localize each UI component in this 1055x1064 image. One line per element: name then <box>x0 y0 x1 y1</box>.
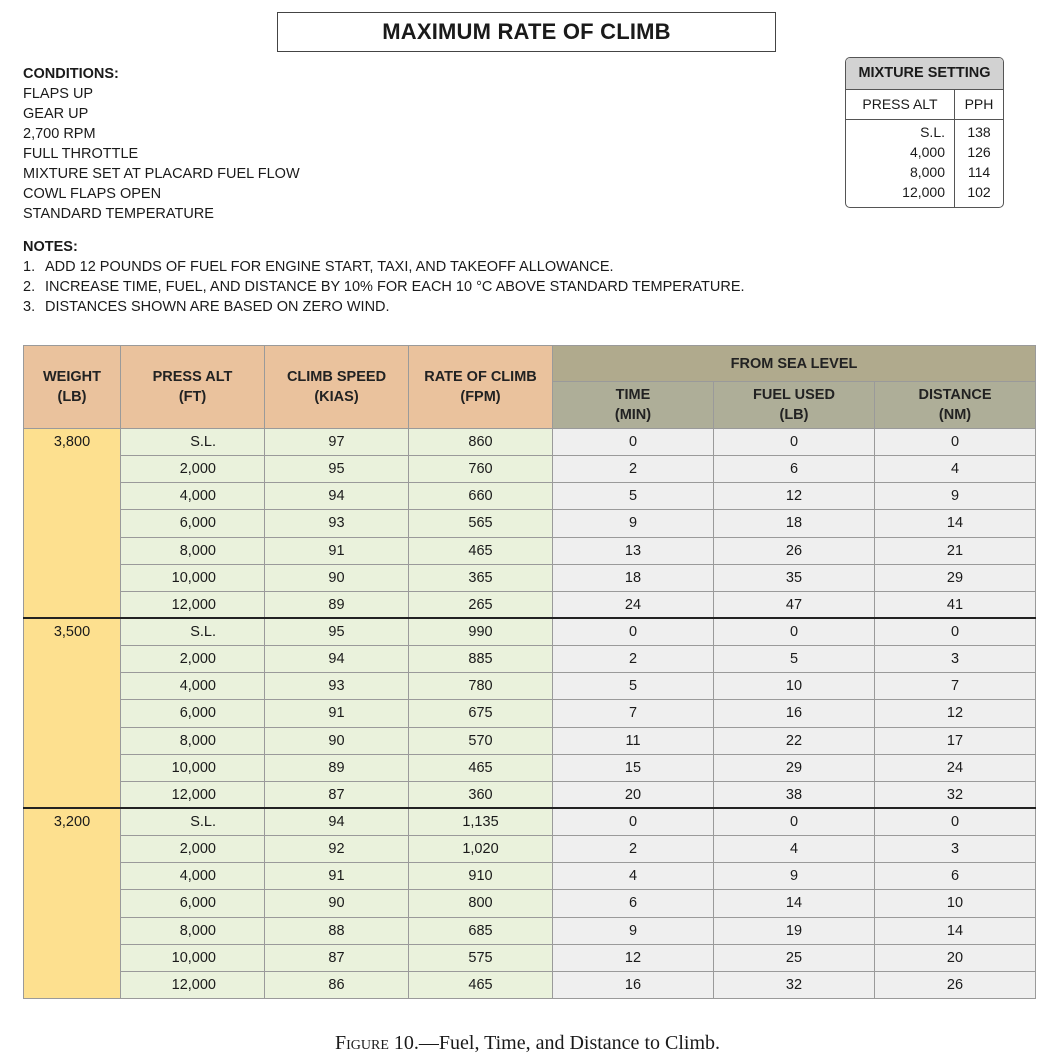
climb-speed-cell: 91 <box>265 863 409 890</box>
mixture-setting-table <box>845 57 1004 208</box>
time-cell: 5 <box>553 483 714 510</box>
press-alt-cell: S.L. <box>121 808 265 835</box>
climb-speed-cell: 89 <box>265 754 409 781</box>
fuel-used-cell: 19 <box>714 917 875 944</box>
table-row <box>24 483 1036 510</box>
fuel-used-cell: 16 <box>714 700 875 727</box>
press-alt-cell: 10,000 <box>121 754 265 781</box>
fuel-used-cell: 35 <box>714 564 875 591</box>
fuel-used-cell: 12 <box>714 483 875 510</box>
chart-title: MAXIMUM RATE OF CLIMB <box>277 12 776 52</box>
press-alt-cell: 6,000 <box>121 510 265 537</box>
climb-speed-cell: 94 <box>265 808 409 835</box>
condition-item: FULL THROTTLE <box>23 146 139 162</box>
header-weight-unit: (LB) <box>57 389 87 405</box>
distance-cell: 3 <box>875 646 1036 673</box>
time-cell: 20 <box>553 781 714 808</box>
condition-item: 2,700 RPM <box>23 126 96 142</box>
table-row <box>24 700 1036 727</box>
mixture-col-press-alt: PRESS ALT <box>846 90 955 119</box>
rate-of-climb-cell: 465 <box>409 971 553 998</box>
climb-speed-cell: 87 <box>265 781 409 808</box>
press-alt-cell: S.L. <box>121 429 265 456</box>
rate-of-climb-cell: 760 <box>409 456 553 483</box>
fuel-used-cell: 4 <box>714 836 875 863</box>
climb-speed-cell: 94 <box>265 646 409 673</box>
mixture-rows <box>846 120 1003 208</box>
time-cell: 12 <box>553 944 714 971</box>
press-alt-cell: 12,000 <box>121 781 265 808</box>
rate-of-climb-cell: 990 <box>409 618 553 645</box>
header-distance-unit: (NM) <box>938 407 972 423</box>
table-row <box>24 591 1036 618</box>
distance-cell: 7 <box>875 673 1036 700</box>
note-text: INCREASE TIME, FUEL, AND DISTANCE BY 10% FOR EACH 10 °C ABOVE STANDARD TEMPERATURE. <box>45 279 745 295</box>
climb-speed-cell: 97 <box>265 429 409 456</box>
weight-cell: 3,800 <box>24 429 121 619</box>
fuel-used-cell: 10 <box>714 673 875 700</box>
fuel-used-cell: 38 <box>714 781 875 808</box>
rate-of-climb-cell: 685 <box>409 917 553 944</box>
climb-speed-cell: 89 <box>265 591 409 618</box>
press-alt-cell: 12,000 <box>121 971 265 998</box>
header-rate-of-climb <box>409 346 553 429</box>
table-row <box>24 456 1036 483</box>
fuel-used-cell: 26 <box>714 537 875 564</box>
climb-speed-cell: 88 <box>265 917 409 944</box>
mixture-pph-cell: 114 <box>967 164 991 180</box>
rate-of-climb-cell: 675 <box>409 700 553 727</box>
table-row <box>24 917 1036 944</box>
weight-cell: 3,500 <box>24 618 121 808</box>
climb-table-body <box>24 429 1036 999</box>
time-cell: 2 <box>553 646 714 673</box>
distance-cell: 21 <box>875 537 1036 564</box>
header-distance <box>875 382 1036 429</box>
fuel-used-cell: 0 <box>714 808 875 835</box>
climb-speed-cell: 94 <box>265 483 409 510</box>
press-alt-cell: 2,000 <box>121 836 265 863</box>
conditions-header: CONDITIONS: <box>23 66 119 82</box>
table-row <box>24 429 1036 456</box>
climb-speed-cell: 90 <box>265 564 409 591</box>
header-climb-speed <box>265 346 409 429</box>
mixture-alt-column <box>846 120 955 208</box>
rate-of-climb-cell: 800 <box>409 890 553 917</box>
header-fuel-unit: (LB) <box>779 407 809 423</box>
climb-speed-cell: 95 <box>265 456 409 483</box>
fuel-used-cell: 22 <box>714 727 875 754</box>
rate-of-climb-cell: 265 <box>409 591 553 618</box>
header-rate-label: RATE OF CLIMB <box>424 369 537 385</box>
distance-cell: 0 <box>875 808 1036 835</box>
press-alt-cell: 4,000 <box>121 863 265 890</box>
time-cell: 16 <box>553 971 714 998</box>
rate-of-climb-cell: 365 <box>409 564 553 591</box>
mixture-title: MIXTURE SETTING <box>846 58 1003 90</box>
table-row <box>24 781 1036 808</box>
time-cell: 11 <box>553 727 714 754</box>
header-distance-label: DISTANCE <box>918 387 992 403</box>
header-climb-speed-unit: (KIAS) <box>314 389 359 405</box>
press-alt-cell: 6,000 <box>121 700 265 727</box>
header-press-alt <box>121 346 265 429</box>
climb-speed-cell: 87 <box>265 944 409 971</box>
climb-speed-cell: 91 <box>265 537 409 564</box>
fuel-used-cell: 18 <box>714 510 875 537</box>
figure-text: —Fuel, Time, and Distance to Climb. <box>418 1032 721 1054</box>
header-time-label: TIME <box>615 387 651 403</box>
header-climb-speed-label: CLIMB SPEED <box>286 369 387 385</box>
press-alt-cell: 2,000 <box>121 456 265 483</box>
distance-cell: 4 <box>875 456 1036 483</box>
rate-of-climb-cell: 575 <box>409 944 553 971</box>
fuel-used-cell: 25 <box>714 944 875 971</box>
condition-item: STANDARD TEMPERATURE <box>23 206 214 222</box>
distance-cell: 14 <box>875 917 1036 944</box>
fuel-used-cell: 0 <box>714 429 875 456</box>
press-alt-cell: 6,000 <box>121 890 265 917</box>
climb-speed-cell: 93 <box>265 510 409 537</box>
mixture-alt-cell: 8,000 <box>909 164 945 180</box>
notes-block <box>23 237 745 317</box>
distance-cell: 20 <box>875 944 1036 971</box>
time-cell: 0 <box>553 808 714 835</box>
header-weight-label: WEIGHT <box>43 369 101 385</box>
fuel-used-cell: 29 <box>714 754 875 781</box>
distance-cell: 26 <box>875 971 1036 998</box>
fuel-used-cell: 5 <box>714 646 875 673</box>
time-cell: 4 <box>553 863 714 890</box>
header-weight <box>24 346 121 429</box>
mixture-pph-column <box>955 120 1003 208</box>
time-cell: 0 <box>553 429 714 456</box>
time-cell: 7 <box>553 700 714 727</box>
rate-of-climb-cell: 910 <box>409 863 553 890</box>
header-time-unit: (MIN) <box>614 407 652 423</box>
header-from-sea-level: FROM SEA LEVEL <box>553 346 1036 382</box>
time-cell: 0 <box>553 618 714 645</box>
press-alt-cell: 8,000 <box>121 917 265 944</box>
table-row <box>24 727 1036 754</box>
condition-item: COWL FLAPS OPEN <box>23 186 162 202</box>
header-fuel-used <box>714 382 875 429</box>
header-rate-unit: (FPM) <box>460 389 501 405</box>
rate-of-climb-cell: 780 <box>409 673 553 700</box>
note-text: DISTANCES SHOWN ARE BASED ON ZERO WIND. <box>45 299 390 315</box>
fuel-used-cell: 6 <box>714 456 875 483</box>
mixture-pph-cell: 126 <box>967 144 991 160</box>
time-cell: 2 <box>553 456 714 483</box>
press-alt-cell: 12,000 <box>121 591 265 618</box>
table-row <box>24 971 1036 998</box>
rate-of-climb-cell: 360 <box>409 781 553 808</box>
table-row <box>24 510 1036 537</box>
time-cell: 2 <box>553 836 714 863</box>
time-cell: 9 <box>553 510 714 537</box>
fuel-used-cell: 14 <box>714 890 875 917</box>
distance-cell: 41 <box>875 591 1036 618</box>
table-row <box>24 537 1036 564</box>
note-item <box>23 257 745 277</box>
time-cell: 13 <box>553 537 714 564</box>
table-row <box>24 754 1036 781</box>
fuel-used-cell: 0 <box>714 618 875 645</box>
header-press-alt-label: PRESS ALT <box>152 369 233 385</box>
time-cell: 9 <box>553 917 714 944</box>
conditions-block <box>23 64 300 224</box>
fuel-used-cell: 47 <box>714 591 875 618</box>
distance-cell: 3 <box>875 836 1036 863</box>
press-alt-cell: 4,000 <box>121 483 265 510</box>
time-cell: 6 <box>553 890 714 917</box>
rate-of-climb-cell: 570 <box>409 727 553 754</box>
climb-speed-cell: 90 <box>265 890 409 917</box>
press-alt-cell: S.L. <box>121 618 265 645</box>
rate-of-climb-cell: 1,020 <box>409 836 553 863</box>
distance-cell: 32 <box>875 781 1036 808</box>
table-row <box>24 944 1036 971</box>
time-cell: 5 <box>553 673 714 700</box>
press-alt-cell: 4,000 <box>121 673 265 700</box>
distance-cell: 14 <box>875 510 1036 537</box>
rate-of-climb-cell: 1,135 <box>409 808 553 835</box>
rate-of-climb-cell: 465 <box>409 754 553 781</box>
mixture-col-pph: PPH <box>964 96 994 112</box>
rate-of-climb-cell: 885 <box>409 646 553 673</box>
figure-caption <box>0 1032 1055 1055</box>
note-item <box>23 277 745 297</box>
mixture-pph-cell: 138 <box>967 124 991 140</box>
distance-cell: 24 <box>875 754 1036 781</box>
mixture-alt-cell: 12,000 <box>902 184 945 200</box>
time-cell: 24 <box>553 591 714 618</box>
distance-cell: 12 <box>875 700 1036 727</box>
distance-cell: 10 <box>875 890 1036 917</box>
climb-speed-cell: 95 <box>265 618 409 645</box>
climb-speed-cell: 90 <box>265 727 409 754</box>
distance-cell: 0 <box>875 429 1036 456</box>
rate-of-climb-cell: 660 <box>409 483 553 510</box>
press-alt-cell: 10,000 <box>121 564 265 591</box>
notes-header: NOTES: <box>23 239 78 255</box>
climb-speed-cell: 86 <box>265 971 409 998</box>
climb-speed-cell: 93 <box>265 673 409 700</box>
climb-speed-cell: 91 <box>265 700 409 727</box>
distance-cell: 9 <box>875 483 1036 510</box>
condition-item: MIXTURE SET AT PLACARD FUEL FLOW <box>23 166 300 182</box>
table-row <box>24 564 1036 591</box>
press-alt-cell: 2,000 <box>121 646 265 673</box>
note-item <box>23 297 745 317</box>
distance-cell: 6 <box>875 863 1036 890</box>
time-cell: 15 <box>553 754 714 781</box>
distance-cell: 17 <box>875 727 1036 754</box>
fuel-used-cell: 32 <box>714 971 875 998</box>
table-row <box>24 808 1036 835</box>
table-row <box>24 646 1036 673</box>
rate-of-climb-cell: 465 <box>409 537 553 564</box>
figure-label: Figure 10. <box>334 1032 419 1054</box>
climb-speed-cell: 92 <box>265 836 409 863</box>
press-alt-cell: 8,000 <box>121 537 265 564</box>
mixture-header-row <box>846 90 1003 120</box>
condition-item: GEAR UP <box>23 106 89 122</box>
table-row <box>24 618 1036 645</box>
header-press-alt-unit: (FT) <box>178 389 207 405</box>
mixture-alt-cell: S.L. <box>920 124 945 140</box>
climb-table <box>23 345 1036 999</box>
note-text: ADD 12 POUNDS OF FUEL FOR ENGINE START, TAXI, AND TAKEOFF ALLOWANCE. <box>45 259 614 275</box>
table-row <box>24 836 1036 863</box>
note-number: 1. <box>23 259 36 275</box>
table-row <box>24 890 1036 917</box>
header-time <box>553 382 714 429</box>
press-alt-cell: 10,000 <box>121 944 265 971</box>
distance-cell: 0 <box>875 618 1036 645</box>
distance-cell: 29 <box>875 564 1036 591</box>
note-number: 2. <box>23 279 36 295</box>
weight-cell: 3,200 <box>24 808 121 998</box>
table-row <box>24 863 1036 890</box>
rate-of-climb-cell: 860 <box>409 429 553 456</box>
rate-of-climb-cell: 565 <box>409 510 553 537</box>
fuel-used-cell: 9 <box>714 863 875 890</box>
time-cell: 18 <box>553 564 714 591</box>
condition-item: FLAPS UP <box>23 86 94 102</box>
press-alt-cell: 8,000 <box>121 727 265 754</box>
header-fuel-label: FUEL USED <box>753 387 835 403</box>
note-number: 3. <box>23 299 36 315</box>
mixture-pph-cell: 102 <box>967 184 991 200</box>
table-row <box>24 673 1036 700</box>
mixture-alt-cell: 4,000 <box>909 144 945 160</box>
